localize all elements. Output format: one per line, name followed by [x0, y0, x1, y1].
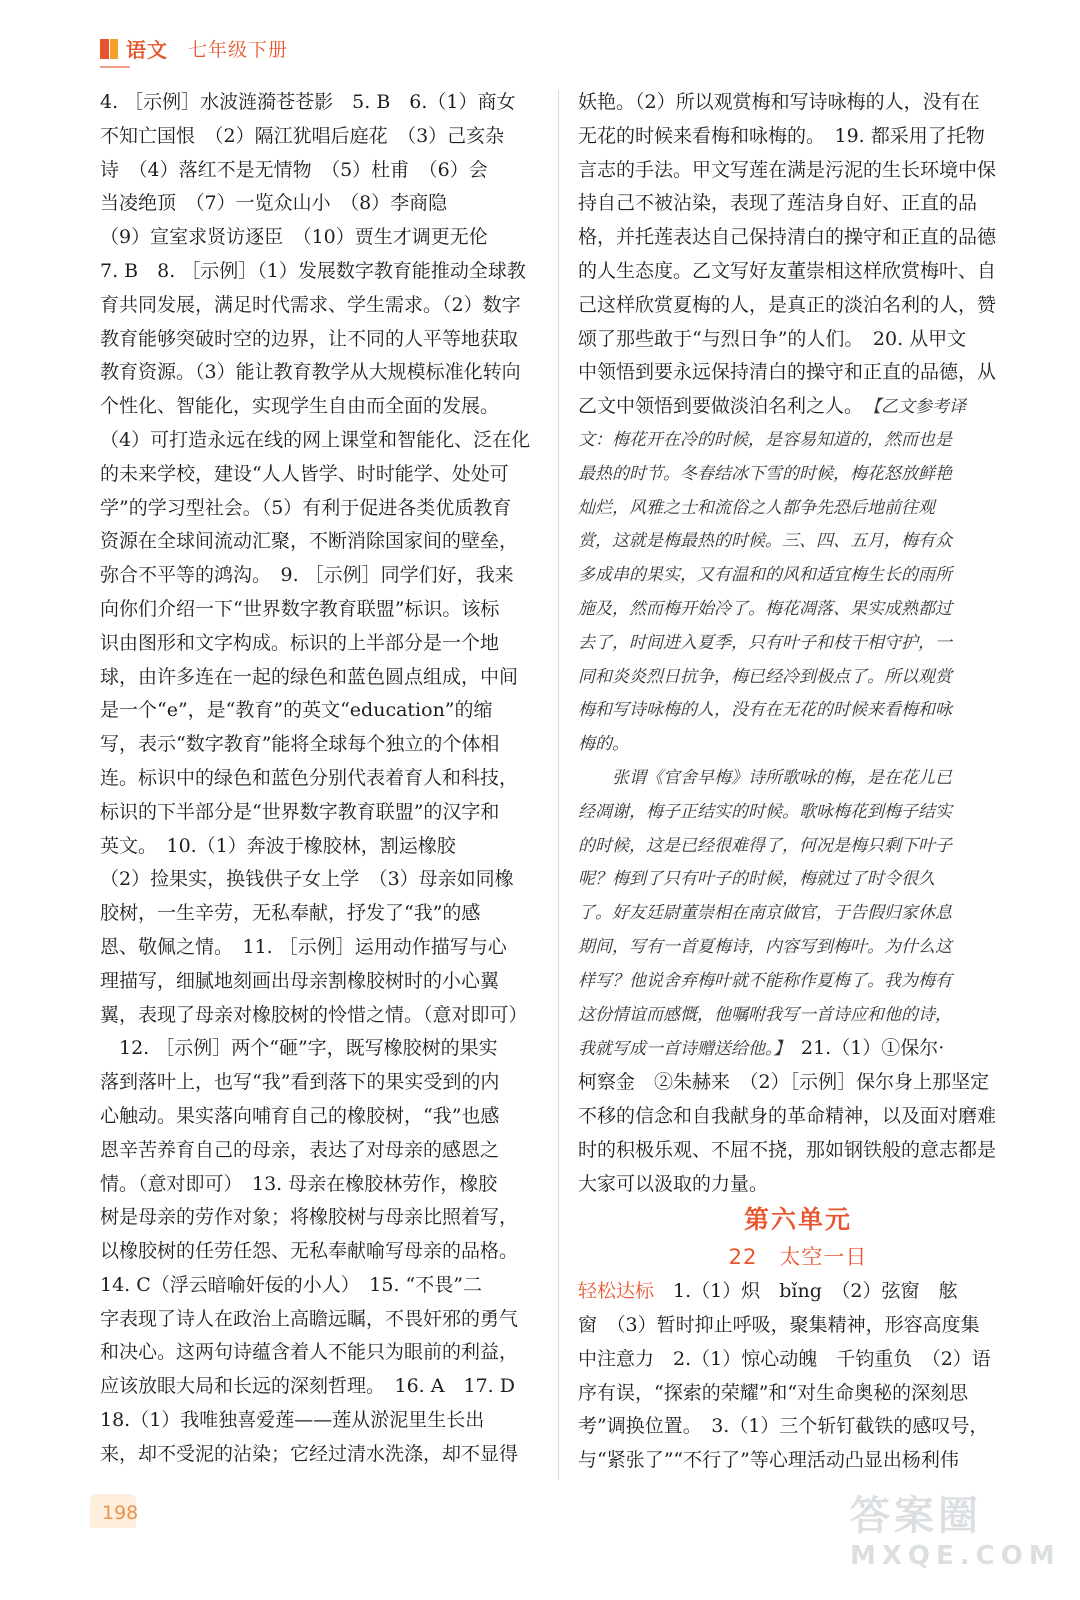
text-line: 经凋谢，梅子正结实的时候。歌咏梅花到梅子结实: [578, 801, 952, 822]
text-line: 7. B 8. ［示例］（1）发展数字教育能推动全球教: [100, 259, 526, 282]
unit-title: 第六单元: [743, 1205, 852, 1235]
text-line: 时的积极乐观、不屈不挠，那如钢铁般的意志都是: [578, 1138, 997, 1161]
translation-text: 【乙文参考译: [872, 397, 967, 418]
text-line: 标识的下半部分是“世界数字教育联盟”的汉字和: [100, 800, 500, 823]
answer-text: 1.（1）炽 bǐng （2）弦窗 舷: [654, 1280, 958, 1303]
text-line: 诗 （4）落红不是无情物 （5）杜甫 （6）会: [100, 158, 488, 181]
text-line: 理描写，细腻地刻画出母亲割橡胶树时的小心翼: [100, 969, 500, 992]
text-line: 柯察金 ②朱赫来 （2）［示例］保尔身上那坚定: [578, 1071, 990, 1094]
text-line: 翼，表现了母亲对橡胶树的怜惜之情。（意对即可）: [100, 1003, 528, 1026]
text-line: 无花的时候来看梅和咏梅的。 19. 都采用了托物: [578, 124, 985, 147]
text-line: 写，表示“数字教育”能将全球每个独立的个体相: [100, 733, 500, 756]
answer-text: 21.（1）①保尔·: [782, 1037, 945, 1060]
answer-text: 乙文中领悟到要做淡泊名利之人。: [578, 395, 873, 418]
text-line: 学”的学习型社会。（5）有利于促进各类优质教育: [100, 496, 512, 519]
watermark-logo-text: 答案圈: [850, 1493, 982, 1539]
text-line: 与“紧张了”“不行了”等心理活动凸显出杨利伟: [578, 1449, 959, 1472]
header-rule: [100, 66, 130, 68]
text-line: 大家可以汲取的力量。: [578, 1172, 769, 1195]
text-line: 胶树，一生辛劳，无私奉献，抒发了“我”的感: [100, 902, 481, 925]
text-line: 呢？梅到了只有叶子的时候，梅就过了时令很久: [578, 869, 935, 890]
text-line: 序有误，“探索的荣耀”和“对生命奥秘的深刻思: [578, 1381, 969, 1404]
text-line: 来，却不受泥的沾染；它经过清水洗涤，却不显得: [100, 1442, 519, 1465]
text-line: 树是母亲的劳作对象；将橡胶树与母亲比照着写，: [100, 1206, 519, 1229]
subject-label: 语文: [126, 38, 168, 62]
text-line: 落到落叶上，也写“我”看到落下的果实受到的内: [100, 1071, 500, 1094]
text-line: [578, 1275, 1018, 1309]
text-line: 心触动。果实落向哺育自己的橡胶树，“我”也感: [100, 1104, 500, 1127]
text-line: 向你们介绍一下“世界数字教育联盟”标识。该标: [100, 597, 500, 620]
left-column: [100, 86, 540, 1472]
text-line: 施及，然而梅开始冷了。梅花凋落、果实成熟都过: [578, 598, 952, 619]
lesson-title: 22 太空一日: [728, 1245, 868, 1270]
text-line: 育共同发展，满足时代需求、学生需求。（2）数字: [100, 293, 521, 316]
text-line: [578, 390, 1018, 424]
text-line: 同和炎炎烈日抗争，梅已经冷到极点了。所以观赏: [578, 666, 952, 687]
text-line: 考”调换位置。 3.（1）三个斩钉截铁的感叹号，: [578, 1415, 989, 1438]
text-line: 应该放眼大局和长远的深刻哲理。 16. A 17. D: [100, 1375, 515, 1398]
text-line: （4）可打造永远在线的网上课堂和智能化、泛在化: [100, 428, 531, 451]
section-tag: 轻松达标: [578, 1280, 655, 1303]
text-line: 窗 （3）暂时抑止呼吸，聚集精神，形容高度集: [578, 1314, 980, 1337]
text-line: 恩、敬佩之情。 11. ［示例］运用动作描写与心: [100, 935, 507, 958]
text-line: （2）捡果实，换钱供子女上学 （3）母亲如同橡: [100, 868, 514, 891]
text-line: 教育能够突破时空的边界，让不同的人平等地获取: [100, 327, 519, 350]
text-line: 梅的。: [578, 734, 629, 755]
text-line: 识由图形和文字构成。标识的上半部分是一个地: [100, 631, 500, 654]
text-line: 和决心。这两句诗蕴含着人不能只为眼前的利益，: [100, 1341, 519, 1364]
text-line: 的时候，这是已经很难得了，何况是梅只剩下叶子: [578, 835, 952, 856]
right-column: [578, 86, 1018, 1478]
text-line: 言志的手法。甲文写莲在满是污泥的生长环境中保: [578, 158, 997, 181]
text-line: 4. ［示例］水波涟漪苍苍影 5. B 6.（1）商女: [100, 91, 516, 113]
text-line: 多成串的果实，又有温和的风和适宜梅生长的雨所: [578, 565, 952, 586]
text-line: 情。（意对即可） 13. 母亲在橡胶林劳作，橡胶: [100, 1172, 498, 1195]
text-line: 张谓《官舍早梅》诗所歌咏的梅，是在花儿已: [578, 767, 952, 788]
text-line: 这份情谊而感慨，他嘱咐我写一首诗应和他的诗，: [578, 1004, 952, 1025]
text-line: 14. C（浮云暗喻奸佞的小人） 15. “不畏”二: [100, 1273, 482, 1296]
text-line: 梅和写诗咏梅的人，没有在无花的时候来看梅和咏: [578, 700, 952, 721]
page-number: 198: [102, 1502, 139, 1524]
text-line: [578, 1032, 1018, 1066]
text-line: 去了，时间进入夏季，只有叶子和枝干相守护，一: [578, 632, 952, 653]
text-line: 的未来学校，建设“人人皆学、时时能学、处处可: [100, 462, 509, 485]
text-line: 中注意力 2.（1）惊心动魄 千钧重负 （2）语: [578, 1347, 991, 1370]
text-line: 字表现了诗人在政治上高瞻远瞩，不畏奸邪的勇气: [100, 1307, 519, 1330]
text-line: 英文。 10.（1）奔波于橡胶林，割运橡胶: [100, 834, 456, 857]
book-logo-icon: [100, 37, 120, 61]
column-divider: [558, 90, 559, 1480]
text-line: 最热的时节。冬春结冰下雪的时候，梅花怒放鲜艳: [578, 463, 952, 484]
text-line: 的人生态度。乙文写好友董崇相这样欣赏梅叶、自: [578, 259, 997, 282]
watermark: [850, 1484, 1061, 1584]
text-line: 己这样欣赏夏梅的人，是真正的淡泊名利的人，赞: [578, 293, 997, 316]
text-line: 了。好友廷尉董崇相在南京做官，于告假归家休息: [578, 903, 952, 924]
text-line: 个性化、智能化，实现学生自由而全面的发展。: [100, 395, 500, 418]
translation-text: 我就写成一首诗赠送给他。】: [578, 1039, 782, 1060]
text-line: 妖艳。（2）所以观赏梅和写诗咏梅的人，没有在: [578, 91, 980, 113]
text-line: （9）宣室求贤访逐臣 （10）贾生才调更无伦: [100, 226, 488, 249]
text-line: 中领悟到要永远保持清白的操守和正直的品德，从: [578, 361, 997, 384]
text-line: 文：梅花开在冷的时候，是容易知道的，然而也是: [578, 429, 952, 450]
text-line: 当凌绝顶 （7）一览众山小 （8）李商隐: [100, 192, 448, 215]
text-line: 连。标识中的绿色和蓝色分别代表着育人和科技，: [100, 766, 519, 789]
text-line: 灿烂，风雅之士和流俗之人都争先恐后地前往观: [578, 497, 935, 518]
text-line: 18.（1）我唯独喜爱莲——莲从淤泥里生长出: [100, 1409, 485, 1432]
text-line: 以橡胶树的任劳任怨、无私奉献喻写母亲的品格。: [100, 1240, 519, 1263]
text-line: 资源在全球间流动汇聚，不断消除国家间的壁垒，: [100, 530, 519, 553]
grade-label: 七年级下册: [188, 39, 289, 61]
text-line: 持自己不被沾染，表现了莲洁身自好、正直的品: [578, 192, 978, 215]
text-line: 球，由许多连在一起的绿色和蓝色圆点组成，中间: [100, 665, 519, 688]
text-line: 12. ［示例］两个“砸”字，既写橡胶树的果实: [100, 1037, 498, 1060]
text-line: 赏，这就是梅最热的时候。三、四、五月，梅有众: [578, 531, 952, 552]
text-line: 是一个“e”，是“教育”的英文“education”的缩: [100, 699, 493, 722]
text-line: 样写？他说舍弃梅叶就不能称作夏梅了。我为梅有: [578, 970, 952, 991]
text-line: 弥合不平等的鸿沟。 9. ［示例］同学们好，我来: [100, 564, 514, 587]
text-line: 颂了那些敢于“与烈日争”的人们。 20. 从甲文: [578, 327, 967, 350]
text-line: 不知亡国恨 （2）隔江犹唱后庭花 （3）己亥杂: [100, 124, 505, 147]
text-line: 不移的信念和自我献身的革命精神，以及面对磨难: [578, 1104, 997, 1127]
text-line: 恩辛苦养育自己的母亲，表达了对母亲的感恩之: [100, 1138, 500, 1161]
text-line: 教育资源。（3）能让教育教学从大规模标准化转向: [100, 361, 521, 384]
page-header: [100, 34, 288, 63]
text-line: 期间，写有一首夏梅诗，内容写到梅叶。为什么这: [578, 936, 952, 957]
text-line: 格，并托莲表达自己保持清白的操守和正直的品德: [578, 226, 997, 249]
watermark-url: MXQE.COM: [850, 1541, 1061, 1571]
